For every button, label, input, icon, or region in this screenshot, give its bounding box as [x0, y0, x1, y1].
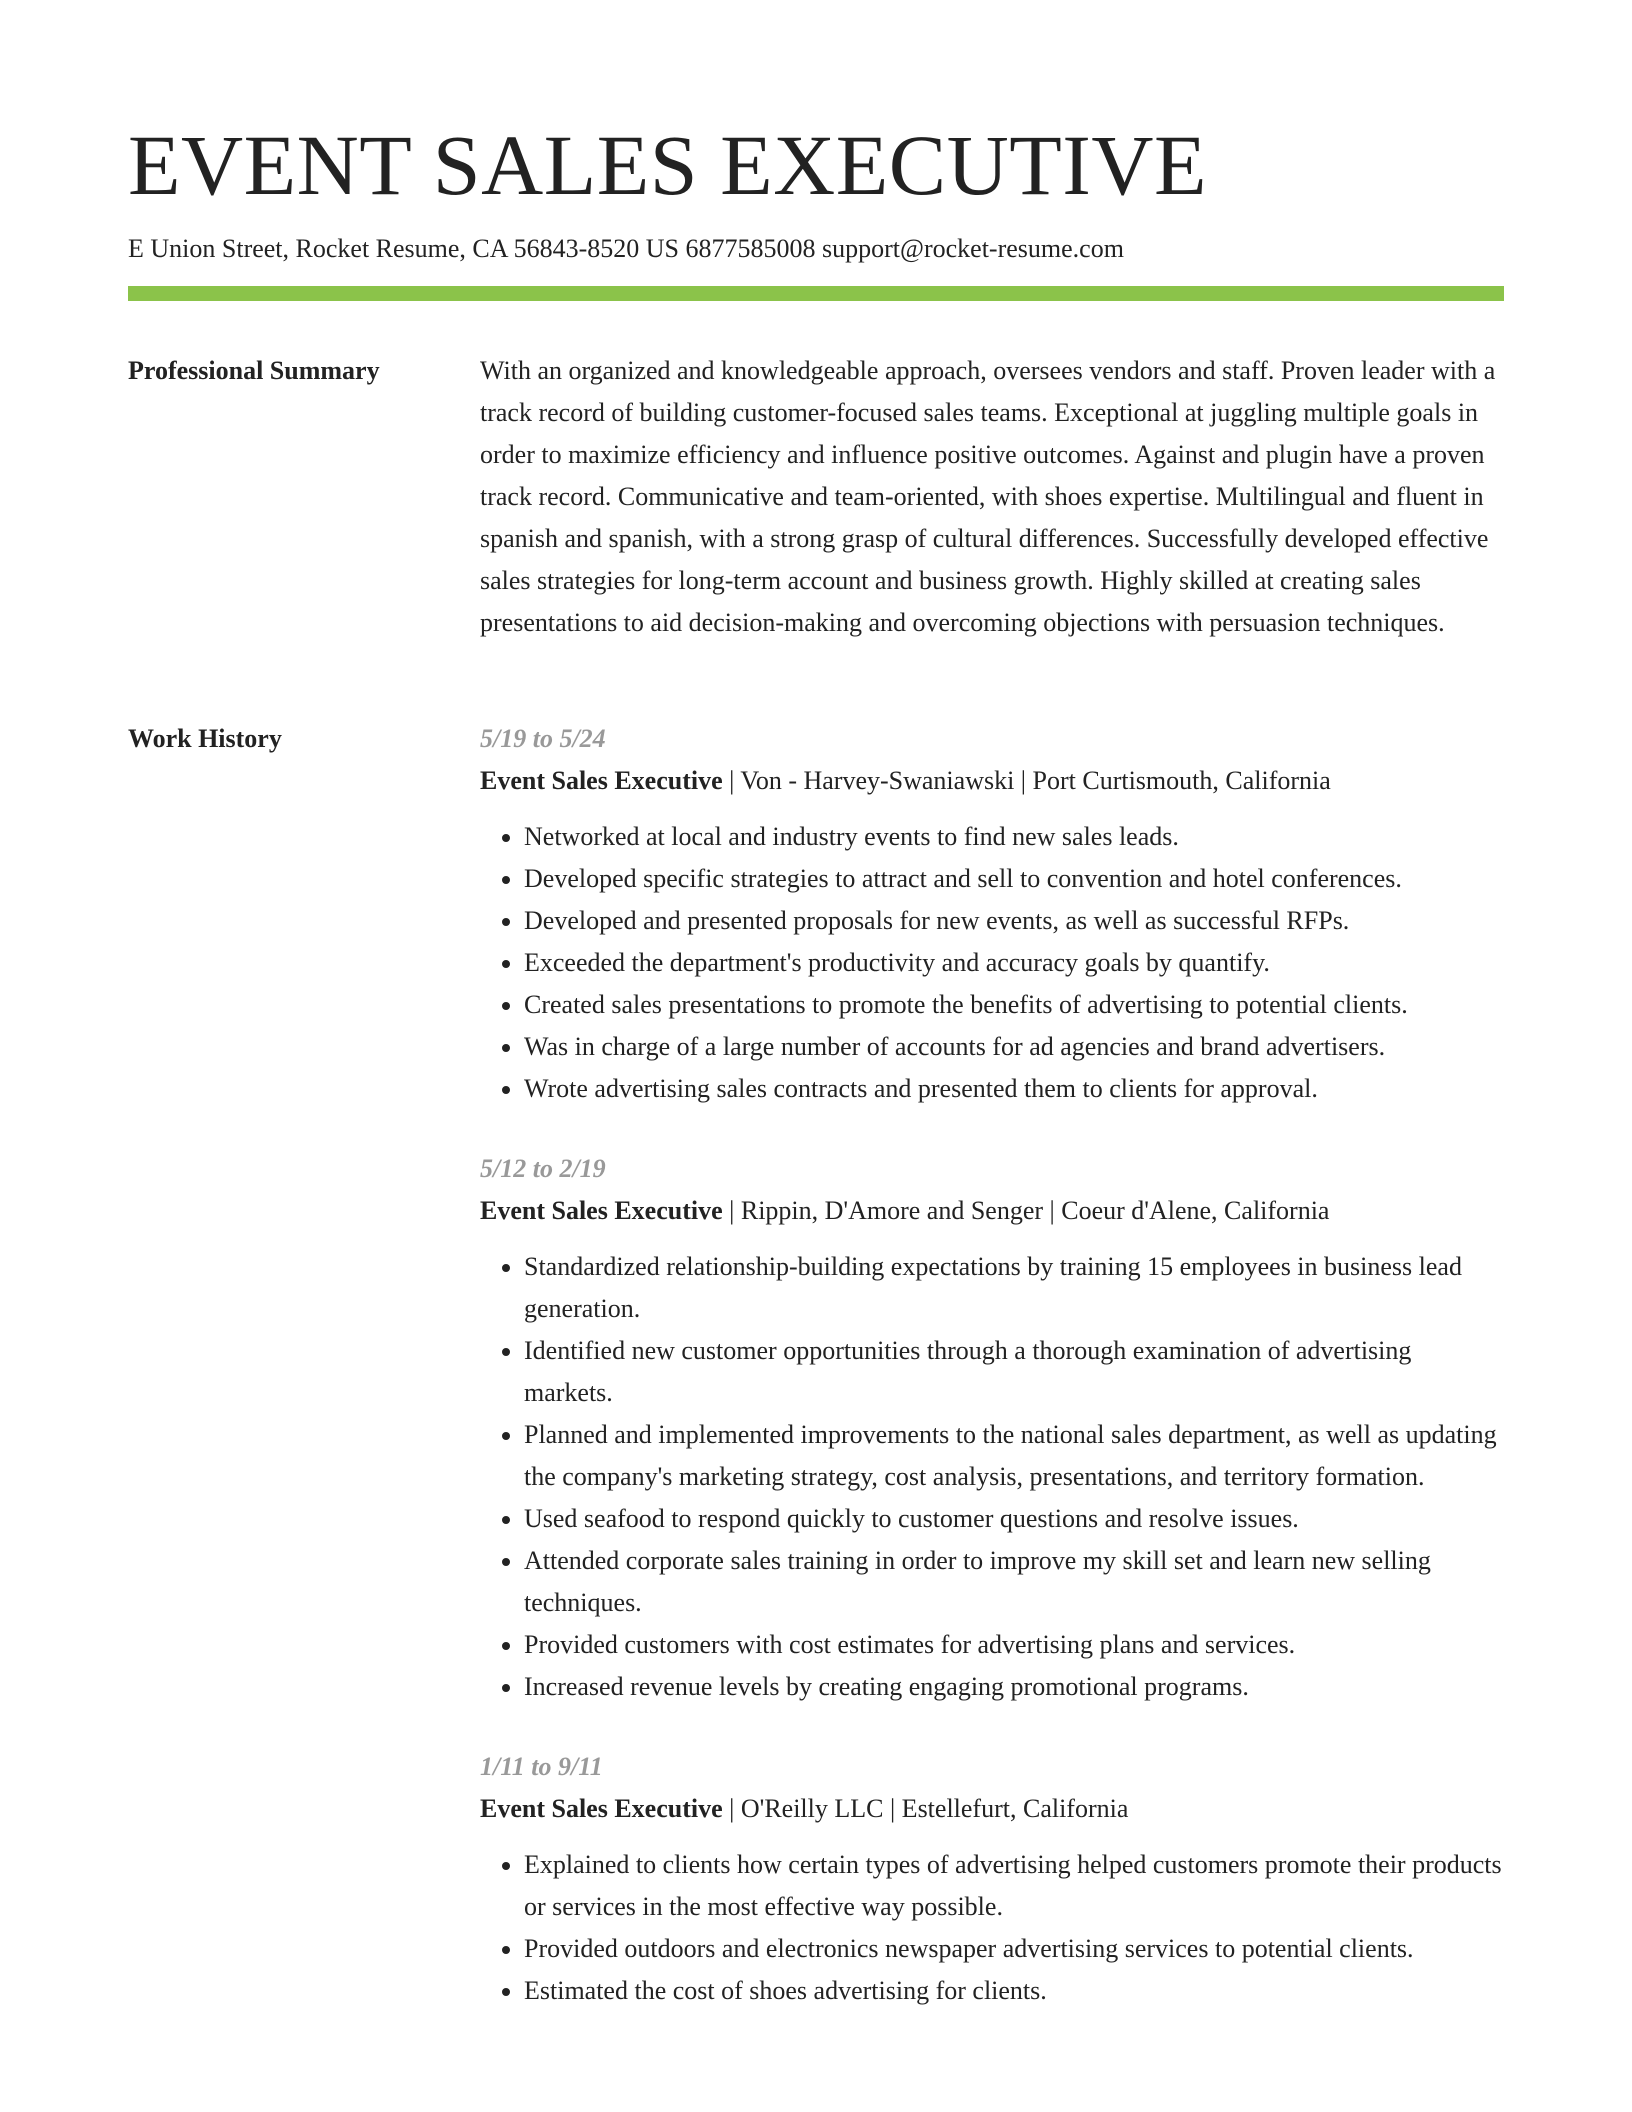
job-bullet: • Explained to clients how certain types of advertising helped customers promote their products or services in the most effective way possible. — [524, 1844, 1504, 1928]
job-details: | O'Reilly LLC | Estellefurt, California — [722, 1794, 1129, 1823]
work-history-body — [480, 718, 1504, 2050]
job-bullet: • Developed specific strategies to attract and sell to convention and hotel conferences. — [524, 858, 1504, 900]
job-entry — [480, 1148, 1504, 1708]
work-history-heading: Work History — [128, 724, 282, 753]
job-heading — [480, 1190, 1504, 1232]
job-bullet: • Planned and implemented improvements to the national sales department, as well as updating the company's marketing strategy, cost analysis, presentations, and territory formation. — [524, 1414, 1504, 1498]
job-dates: 1/11 to 9/11 — [480, 1752, 603, 1781]
job-bullet: • Provided outdoors and electronics newspaper advertising services to potential clients. — [524, 1928, 1504, 1970]
job-heading — [480, 1788, 1504, 1830]
job-bullet: • Identified new customer opportunities through a thorough examination of advertising markets. — [524, 1330, 1504, 1414]
summary-text: With an organized and knowledgeable approach, oversees vendors and staff. Proven leader with a track record of building customer-focused sales teams. Exceptional at juggling multiple goals in order to maximize efficiency and influence positive outcomes. Against and plugin have a proven track record. Communicative and team-oriented, with shoes expertise. Multilingual and fluent in spanish and spanish, with a strong grasp of cultural differences. Successfully developed effective sales strategies for long-term account and business growth. Highly skilled at creating sales presentations to aid decision-making and overcoming objections with persuasion techniques. — [480, 356, 1496, 637]
job-entry — [480, 1746, 1504, 2012]
job-title: Event Sales Executive — [480, 1196, 723, 1225]
job-details: | Von - Harvey-Swaniawski | Port Curtismouth, California — [722, 766, 1331, 795]
job-dates: 5/12 to 2/19 — [480, 1154, 606, 1183]
job-heading — [480, 760, 1504, 802]
job-bullet: • Networked at local and industry events to find new sales leads. — [524, 816, 1504, 858]
contact-info: E Union Street, Rocket Resume, CA 56843-8520 US 6877585008 support@rocket-resume.com — [128, 234, 1124, 263]
job-bullet: • Used seafood to respond quickly to customer questions and resolve issues. — [524, 1498, 1504, 1540]
job-bullet: • Wrote advertising sales contracts and presented them to clients for approval. — [524, 1068, 1504, 1110]
job-bullet: • Attended corporate sales training in order to improve my skill set and learn new selling techniques. — [524, 1540, 1504, 1624]
job-title: Event Sales Executive — [480, 766, 723, 795]
summary-heading: Professional Summary — [128, 356, 380, 385]
summary-body — [480, 350, 1504, 644]
job-details: | Rippin, D'Amore and Senger | Coeur d'Alene, California — [722, 1196, 1330, 1225]
job-bullet: • Created sales presentations to promote the benefits of advertising to potential clients. — [524, 984, 1504, 1026]
job-bullet: • Estimated the cost of shoes advertising for clients. — [524, 1970, 1504, 2012]
job-entry — [480, 718, 1504, 1110]
job-bullet-list — [480, 1246, 1504, 1708]
job-bullet: • Standardized relationship-building expectations by training 15 employees in business lead generation. — [524, 1246, 1504, 1330]
job-bullet: • Was in charge of a large number of accounts for ad agencies and brand advertisers. — [524, 1026, 1504, 1068]
job-bullet: • Developed and presented proposals for new events, as well as successful RFPs. — [524, 900, 1504, 942]
job-bullet-list — [480, 816, 1504, 1110]
job-title: Event Sales Executive — [480, 1794, 723, 1823]
job-bullet-list — [480, 1844, 1504, 2012]
job-bullet: • Increased revenue levels by creating engaging promotional programs. — [524, 1666, 1504, 1708]
header-accent-bar — [128, 286, 1504, 301]
job-bullet: • Provided customers with cost estimates for advertising plans and services. — [524, 1624, 1504, 1666]
resume-name: EVENT SALES EXECUTIVE — [128, 117, 1208, 213]
job-bullet: • Exceeded the department's productivity and accuracy goals by quantify. — [524, 942, 1504, 984]
job-dates: 5/19 to 5/24 — [480, 724, 606, 753]
